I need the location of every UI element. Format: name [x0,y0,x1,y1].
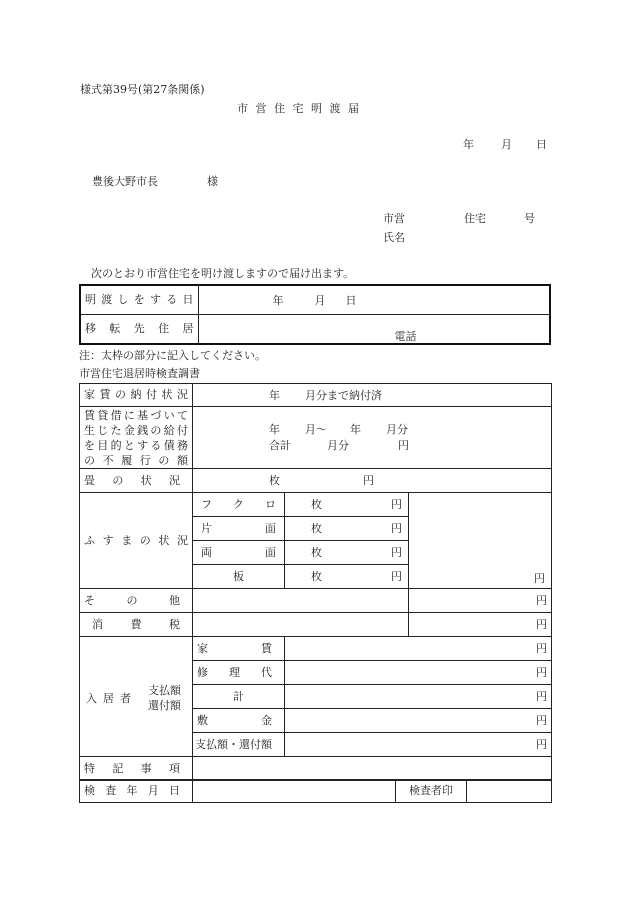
tax-label: 消費税 [80,613,193,637]
rent-status-value[interactable]: 年 月分まで納付済 [193,384,552,407]
pay-total-label: 計 [193,685,285,709]
inspection-date-table [79,779,552,803]
pay-total-value[interactable]: 円 [285,685,552,709]
applicant-room-label: 号 [524,212,535,225]
inspection-date-field[interactable] [193,780,396,803]
fusuma-type-fukuro: フクロ [193,493,285,517]
date-year: 年 [463,138,474,151]
inspection-table [79,383,552,781]
tax-yen[interactable]: 円 [409,613,552,637]
addressee-suffix: 様 [207,175,218,188]
fusuma-type-ryomen: 両面 [193,541,285,565]
moveout-date-label: 明渡しをする日 [80,285,198,314]
moveout-form-table [79,284,551,345]
intro-text: 次のとおり市営住宅を明け渡しますので届け出ます。 [91,267,355,280]
date-day: 日 [536,138,547,151]
fusuma-type-katamen: 片面 [193,517,285,541]
date-month: 月 [501,138,512,151]
applicant-name-label: 氏名 [383,231,405,244]
pay-rent-label: 家賃 [193,637,285,661]
new-address-field[interactable] [198,314,550,344]
remarks-field[interactable] [193,757,552,781]
pay-refund-value[interactable]: 円 [285,733,552,757]
applicant-house-label: 市営 [383,212,405,225]
rent-status-label: 家賃の納付状況 [80,384,193,407]
pay-rent-value[interactable]: 円 [285,637,552,661]
pay-repair-value[interactable]: 円 [285,661,552,685]
phone-label: 電話 [394,329,417,343]
tatami-value[interactable]: 枚 円 [193,469,552,493]
fusuma-fukuro-value[interactable]: 枚 円 [285,493,409,517]
pay-repair-label: 修理代 [193,661,285,685]
fusuma-type-ita: 板 [193,565,285,589]
addressee: 豊後大野市長 [92,175,158,188]
tatami-label: 畳の状況 [80,469,193,493]
inspection-title: 市営住宅退居時検査調書 [79,367,200,380]
debt-label: 賃貸借に基づいて 生じた金銭の給付 を目的とする債務 の 不 履 行 の 額 [80,407,193,469]
inspector-seal-field[interactable] [467,780,552,803]
resident-payment-label: 入居者 支払額 還付額 [80,637,193,757]
inspector-seal-label: 検査者印 [396,780,467,803]
moveout-date-field[interactable]: 年 月 日 [198,285,550,314]
fusuma-ryomen-value[interactable]: 枚 円 [285,541,409,565]
applicant-house-label2: 住宅 [464,212,486,225]
new-address-label: 移転先住居 [80,314,198,344]
tax-detail[interactable] [193,613,409,637]
other-label: その他 [80,589,193,613]
note-text: 注：太枠の部分に記入してください。 [79,349,266,362]
other-detail[interactable] [193,589,409,613]
fusuma-ita-value[interactable]: 枚 円 [285,565,409,589]
fusuma-label: ふすまの状況 [80,493,193,589]
fusuma-katamen-value[interactable]: 枚 円 [285,517,409,541]
pay-refund-label: 支払額・還付額 [193,733,285,757]
other-yen[interactable]: 円 [409,589,552,613]
inspection-date-label: 検査年月日 [80,780,193,803]
debt-value[interactable]: 年 月～ 年 月分 合計 月分 円 [193,407,552,469]
pay-deposit-label: 敷金 [193,709,285,733]
pay-deposit-value[interactable]: 円 [285,709,552,733]
remarks-label: 特記事項 [80,757,193,781]
document-title: 市 営 住 宅 明 渡 届 [237,102,361,115]
fusuma-total[interactable]: 円 [409,493,552,589]
form-number: 様式第39号(第27条関係) [80,83,205,96]
